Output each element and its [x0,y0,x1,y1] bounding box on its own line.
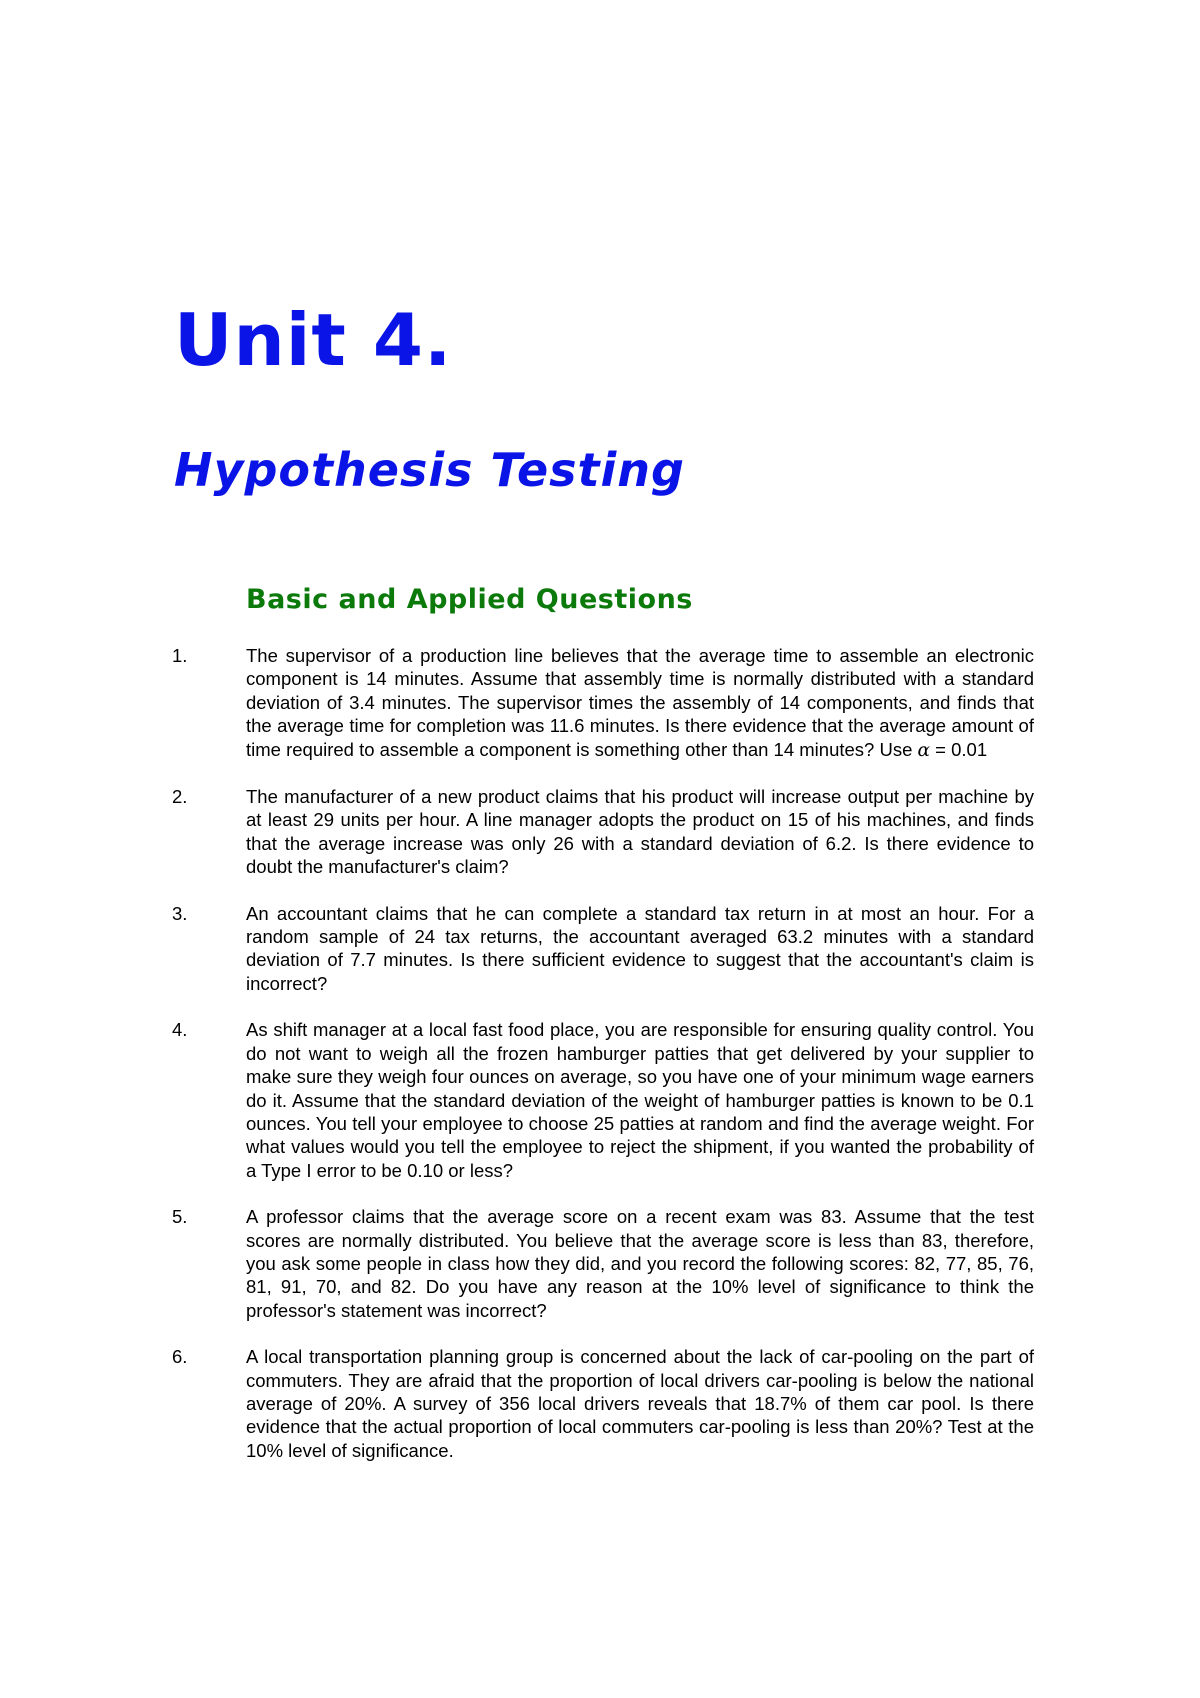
question-text: A professor claims that the average score on a recent exam was 83. Assume that the test scores are normally distributed. You believe that the average score is less than 83, therefore, you ask some people in class how they did, and you record the following scores: 82, 77, 85, 76, 81, 91, 70, and 82. Do you have any reason at the 10% level of significance to think the professor's statement was incorrect? [246,1206,1034,1321]
alpha-symbol: α [917,739,931,761]
question-item [172,1018,1034,1182]
question-text: The manufacturer of a new product claims that his product will increase output per machine by at least 29 units per hour. A line manager adopts the product on 15 of his machines, and finds that the average increase was only 26 with a standard deviation of 6.2. Is there evidence to doubt the manufacturer's claim? [246,786,1034,878]
question-text [246,644,1034,762]
question-text: An accountant claims that he can complete a standard tax return in at most an hour. For a random sample of 24 tax returns, the accountant averaged 63.2 minutes with a standard deviation of 7.7 minutes. Is there sufficient evidence to suggest that the accountant's claim is incorrect? [246,902,1034,994]
question-number: 5. [172,1206,188,1228]
question-item [172,1205,1034,1322]
question-number: 4. [172,1019,188,1041]
question-number: 6. [172,1346,188,1368]
question-number: 3. [172,902,188,924]
unit-title: Unit 4. [174,298,453,382]
question-text: As shift manager at a local fast food place, you are responsible for ensuring quality control. You do not want to weigh all the frozen hamburger patties that get delivered by your supplier to make sure they weigh four ounces on average, so you have one of your minimum wage earners do it. Assume that the standard deviation of the weight of hamburger patties is known to be 0.1 ounces. You tell your employee to choose 25 patties at random and find the average weight. For what values would you tell the employee to reject the shipment, if you wanted the probability of a Type I error to be 0.10 or less? [246,1019,1034,1181]
question-text: A local transportation planning group is concerned about the lack of car-pooling on the part of commuters. They are afraid that the proportion of local drivers car-pooling is below the national average of 20%. A survey of 356 local drivers reveals that 18.7% of them car pool. Is there evidence that the actual proportion of local commuters car-pooling is less than 20%? Test at the 10% level of significance. [246,1346,1034,1461]
alpha-value: = 0.01 [930,738,988,760]
question-item [172,644,1034,762]
question-item [172,902,1034,996]
question-item [172,785,1034,879]
question-number: 1. [172,645,188,666]
question-body: The supervisor of a production line believes that the average time to assemble an electronic component is 14 minutes. Assume that assembly time is normally distributed with a standard deviation of 3.4 minutes. The supervisor times the assembly of 14 components, and finds that the average time for completion was 11.6 minutes. Is there evidence that the average amount of time required to assemble a component is something other than 14 minutes? Use [246,645,1034,760]
section-heading: Basic and Applied Questions [246,584,693,615]
question-number: 2. [172,786,188,808]
unit-subtitle: Hypothesis Testing [174,443,685,497]
question-item [172,1345,1034,1462]
question-list [172,644,1034,1485]
